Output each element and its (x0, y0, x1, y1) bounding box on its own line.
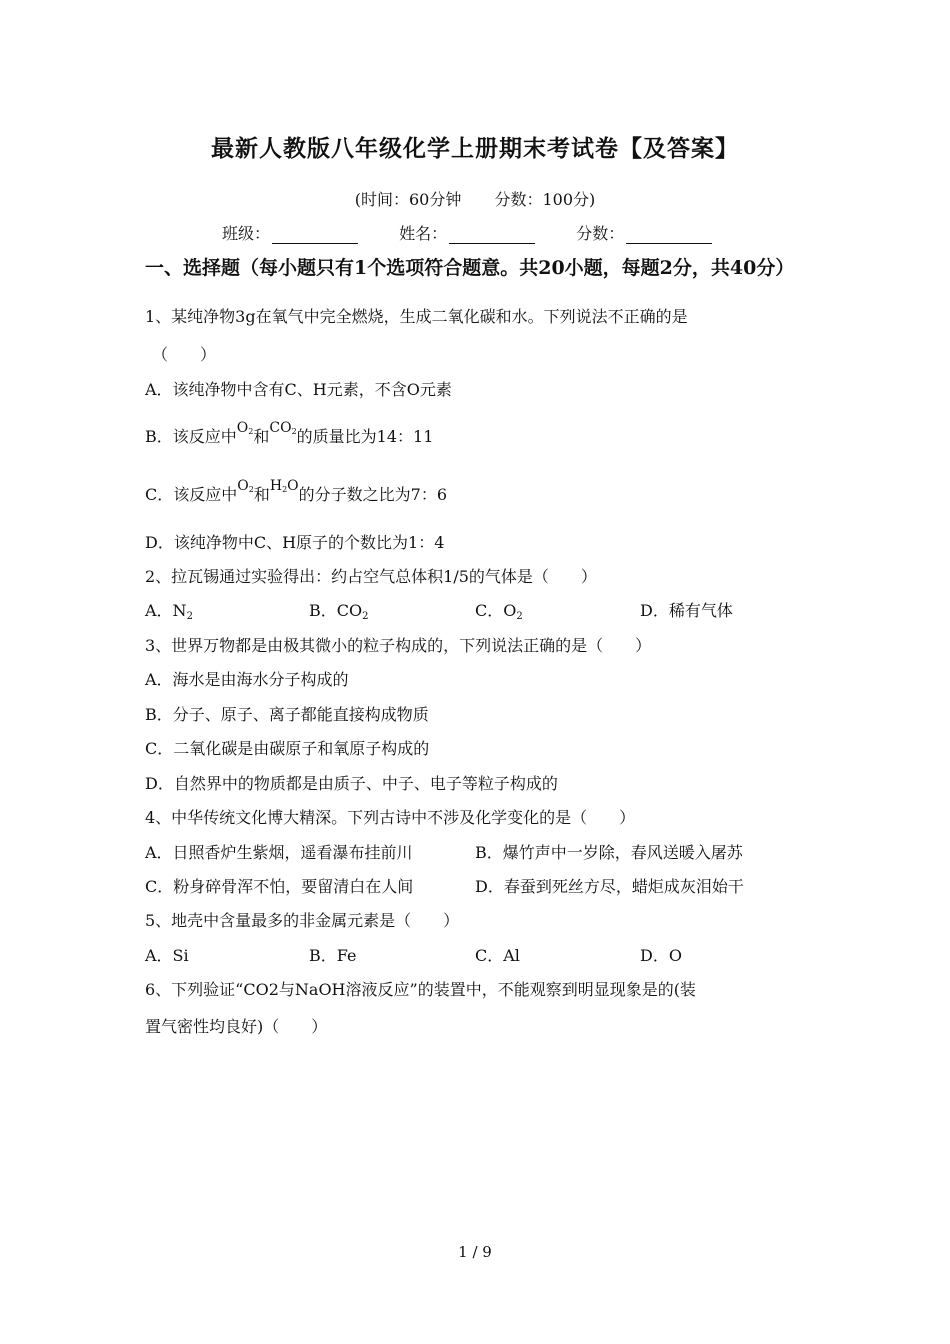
score-blank (626, 227, 712, 244)
q3-stem: 3、世界万物都是由极其微小的粒子构成的，下列说法正确的是（ ） (145, 636, 652, 655)
q2-option-d: D．稀有气体 (640, 601, 733, 620)
q1-b-suffix: 的质量比为14：11 (296, 427, 434, 446)
class-field (222, 221, 358, 244)
page-number: 1 / 9 (458, 1243, 492, 1261)
q3-option-c: C．二氧化碳是由碳原子和氧原子构成的 (145, 739, 430, 758)
section-title: 一、选择题（每小题只有1个选项符合题意。共20小题，每题2分，共40分） (145, 257, 795, 279)
q1-b-formula-1: O2 (236, 420, 254, 436)
score-label: 分数： (576, 224, 625, 243)
q1-c-mid: 和 (253, 485, 270, 504)
q1-b-mid: 和 (253, 427, 270, 446)
q3-option-b: B．分子、原子、离子都能直接构成物质 (145, 705, 429, 724)
q1-stem: 1、某纯净物3g在氧气中完全燃烧，生成二氧化碳和水。下列说法不正确的是 (145, 307, 688, 326)
q1-paren: （ ） (152, 345, 217, 364)
q2-stem: 2、拉瓦锡通过实验得出：约占空气总体积1/5的气体是（ ） (145, 567, 597, 586)
q4-option-b: B．爆竹声中一岁除，春风送暖入屠苏 (475, 843, 743, 862)
student-info (222, 221, 748, 244)
q6-stem-line-1: 6、下列验证“CO2与NaOH溶液反应”的装置中，不能观察到明显现象是的(装 (145, 980, 696, 999)
q1-c-suffix: 的分子数之比为7：6 (298, 485, 448, 504)
q5-option-c: C．Al (475, 946, 520, 965)
time-limit: (时间：60分钟 (354, 190, 462, 209)
total-score: 分数：100分) (494, 190, 596, 209)
name-field (399, 221, 535, 244)
q6-stem-line-2: 置气密性均良好)（ ） (145, 1017, 328, 1036)
q4-option-a: A．日照香炉生紫烟，遥看瀑布挂前川 (145, 843, 413, 862)
q5-stem: 5、地壳中含量最多的非金属元素是（ ） (145, 911, 460, 930)
class-blank (272, 227, 358, 244)
q1-option-a: A．该纯净物中含有C、H元素，不含O元素 (145, 380, 452, 399)
q2-option-b: B．$CO_2$ (309, 601, 369, 622)
q1-c-prefix: C．该反应中 (145, 485, 238, 504)
class-label: 班级： (222, 224, 271, 243)
q4-option-d: D．春蚕到死丝方尽，蜡炬成灰泪始干 (475, 877, 744, 896)
q1-option-b (145, 420, 434, 447)
q3-option-d: D．自然界中的物质都是由质子、中子、电子等粒子构成的 (145, 774, 558, 793)
name-blank (449, 227, 535, 244)
name-label: 姓名： (399, 224, 448, 243)
q4-option-c: C．粉身碎骨浑不怕，要留清白在人间 (145, 877, 414, 896)
q3-option-a: A．海水是由海水分子构成的 (145, 670, 349, 689)
q5-option-b: B．Fe (309, 946, 357, 965)
q4-stem: 4、中华传统文化博大精深。下列古诗中不涉及化学变化的是（ ） (145, 808, 636, 827)
score-field (576, 221, 712, 244)
q1-b-formula-2: CO2 (269, 420, 297, 436)
q5-option-a: A．Si (145, 946, 189, 965)
q1-option-c (145, 478, 448, 505)
q1-c-formula-1: O2 (237, 478, 254, 494)
page-title: 最新人教版八年级化学上册期末考试卷【及答案】 (211, 135, 739, 162)
q2-option-c: C．$O_2$ (475, 601, 523, 622)
q1-b-prefix: B．该反应中 (145, 427, 237, 446)
q1-option-d: D．该纯净物中C、H原子的个数比为1：4 (145, 533, 445, 552)
q5-option-d: D．O (640, 946, 682, 965)
q2-option-a: A．$N_2$ (145, 601, 193, 622)
q1-c-formula-2: H2O (269, 478, 299, 494)
exam-meta (0, 187, 950, 210)
